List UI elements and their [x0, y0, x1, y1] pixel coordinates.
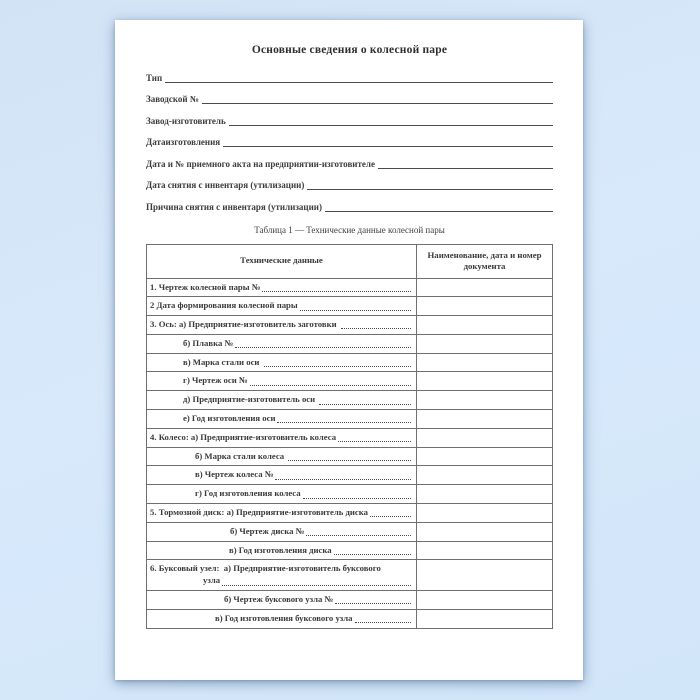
document-value-cell — [417, 504, 553, 523]
form-field — [146, 191, 553, 213]
row-label: узла — [203, 575, 221, 586]
tech-data-cell — [147, 466, 417, 485]
dot-leader — [303, 498, 411, 499]
row-label: б) Плавка № — [183, 337, 234, 348]
field-label: Тип — [146, 72, 163, 83]
table-row — [147, 372, 553, 391]
tech-data-cell — [147, 391, 417, 410]
tech-data-cell — [147, 410, 417, 429]
dot-leader — [300, 310, 411, 311]
document-value-cell — [417, 541, 553, 560]
row-label: 5. Тормозной диск: а) Предприятие-изготовитель диска — [150, 507, 368, 518]
document-value-cell — [417, 485, 553, 504]
dot-leader — [306, 535, 411, 536]
document-value-cell — [417, 316, 553, 335]
dot-leader — [235, 347, 411, 348]
field-label: Заводской № — [146, 94, 199, 104]
form-field — [146, 84, 553, 106]
field-label: Причина снятия с инвентаря (утилизации) — [146, 201, 322, 212]
fill-line — [378, 168, 553, 169]
table-row — [147, 466, 553, 485]
tech-data-cell — [147, 591, 417, 610]
dot-leader — [370, 516, 411, 517]
tech-data-cell — [147, 353, 417, 372]
fill-line — [229, 125, 553, 126]
tech-data-cell — [147, 278, 417, 297]
fill-line — [325, 211, 553, 212]
dot-leader — [264, 366, 411, 367]
document-value-cell — [417, 334, 553, 353]
tech-data-cell — [147, 609, 417, 628]
tech-data-cell — [147, 522, 417, 541]
row-label: 4. Колесо: а) Предприятие-изготовитель колеса — [150, 431, 337, 442]
document-value-cell — [417, 353, 553, 372]
dot-leader — [338, 441, 411, 442]
fill-line — [223, 146, 553, 147]
document-value-cell — [417, 447, 553, 466]
row-label: 6. Буксовый узел: а) Предприятие-изготовитель буксового — [150, 563, 381, 574]
table-row — [147, 485, 553, 504]
row-label: б) Чертеж диска № — [230, 525, 305, 536]
table-row — [147, 522, 553, 541]
row-label: в) Марка стали оси — [183, 356, 262, 367]
table-row — [147, 353, 553, 372]
tech-data-cell — [147, 447, 417, 466]
row-label: г) Чертеж оси № — [183, 375, 248, 386]
fill-line — [202, 103, 553, 104]
row-label: д) Предприятие-изготовитель оси — [183, 394, 318, 405]
document-title: Основные сведения о колесной паре — [251, 44, 448, 56]
dot-leader — [334, 554, 411, 555]
table-row — [147, 316, 553, 335]
document-value-cell — [417, 560, 553, 591]
tech-data-cell — [147, 372, 417, 391]
row-label: 1. Чертеж колесной пары № — [150, 281, 261, 292]
table-row — [147, 447, 553, 466]
tech-data-cell — [147, 428, 417, 447]
tech-data-header: Технические данные — [147, 244, 417, 278]
tech-data-cell — [147, 316, 417, 335]
row-label: в) Год изготовления буксового узла — [215, 612, 353, 623]
document-value-cell — [417, 372, 553, 391]
row-label: б) Чертеж буксового узла № — [224, 594, 334, 605]
row-label: в) Чертеж колеса № — [195, 469, 274, 480]
row-label: е) Год изготовления оси — [183, 413, 276, 424]
document-value-cell — [417, 609, 553, 628]
document-value-cell — [417, 522, 553, 541]
table-row — [147, 334, 553, 353]
technical-data-table — [146, 244, 553, 629]
document-value-cell — [417, 297, 553, 316]
dot-leader — [275, 479, 411, 480]
table-row — [147, 541, 553, 560]
table-row — [147, 410, 553, 429]
document-value-cell — [417, 278, 553, 297]
field-label: Датаизготовления — [146, 137, 221, 147]
row-label: г) Год изготовления колеса — [195, 488, 301, 499]
field-label: Дата и № приемного акта на предприятии-изготовителе — [146, 158, 375, 169]
table-body — [147, 278, 553, 628]
table-caption: Таблица 1 — Технические данные колесной пары — [254, 224, 445, 235]
table-row — [147, 609, 553, 628]
document-value-cell — [417, 391, 553, 410]
field-label: Дата снятия с инвентаря (утилизации) — [146, 180, 305, 190]
dot-leader — [335, 603, 411, 604]
table-row — [147, 428, 553, 447]
dot-leader — [341, 328, 411, 329]
field-label: Завод-изготовитель — [146, 115, 226, 126]
table-row — [147, 591, 553, 610]
fill-line — [307, 189, 553, 190]
table-row — [147, 278, 553, 297]
dot-leader — [355, 622, 411, 623]
tech-data-cell — [147, 541, 417, 560]
tech-data-cell — [147, 297, 417, 316]
document-value-cell — [417, 591, 553, 610]
tech-data-cell — [147, 334, 417, 353]
tech-data-cell — [147, 560, 417, 591]
form-field — [146, 105, 553, 127]
table-row — [147, 391, 553, 410]
document-value-cell — [417, 466, 553, 485]
form-field — [146, 62, 553, 84]
tech-data-cell — [147, 485, 417, 504]
table-row — [147, 297, 553, 316]
document-value-cell — [417, 410, 553, 429]
form-fields — [146, 62, 553, 213]
row-label: 3. Ось: а) Предприятие-изготовитель заготовки — [150, 319, 339, 330]
table-header-row — [147, 244, 553, 278]
row-label: 2 Дата формирования колесной пары — [150, 300, 298, 311]
document-page — [115, 20, 583, 680]
table-row — [147, 560, 553, 591]
row-label: б) Марка стали колеса — [195, 450, 287, 461]
form-field — [146, 170, 553, 192]
document-header: Наименование, дата и номер документа — [417, 244, 553, 278]
dot-leader — [222, 585, 411, 586]
document-value-cell — [417, 428, 553, 447]
dot-leader — [262, 291, 411, 292]
dot-leader — [250, 385, 411, 386]
form-field — [146, 148, 553, 170]
dot-leader — [288, 460, 411, 461]
dot-leader — [277, 422, 411, 423]
tech-data-cell — [147, 504, 417, 523]
fill-line — [165, 82, 553, 83]
form-field — [146, 127, 553, 149]
table-row — [147, 504, 553, 523]
dot-leader — [319, 404, 411, 405]
row-label: в) Год изготовления диска — [229, 544, 332, 555]
